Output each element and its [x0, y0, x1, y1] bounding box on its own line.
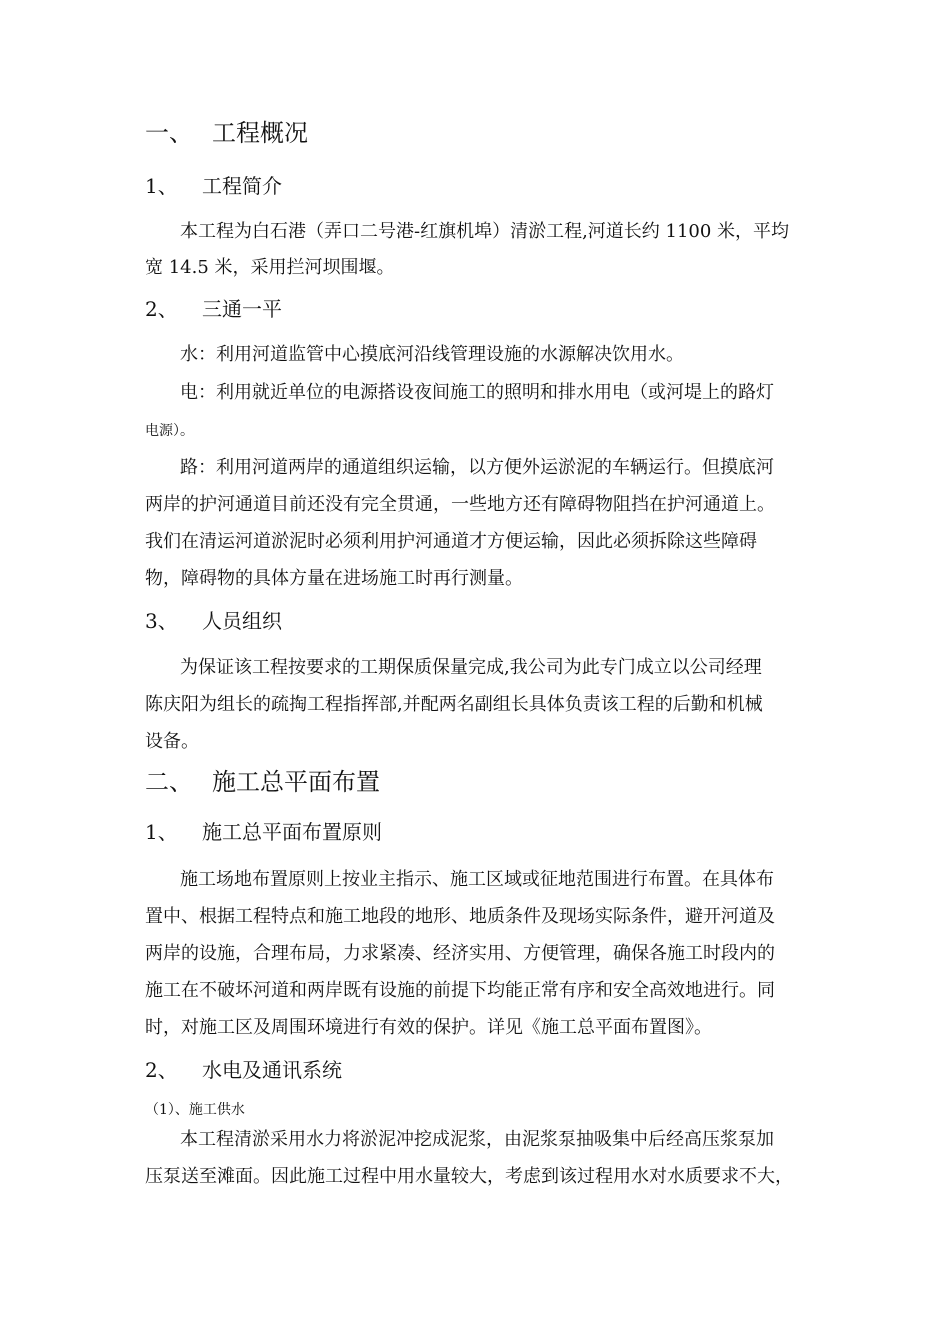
- section-heading-1: [145, 118, 308, 148]
- paragraph-line: 本工程清淤采用水力将淤泥冲挖成泥浆，由泥浆泵抽吸集中后经高压浆泵加: [180, 1129, 774, 1150]
- subsection-number: 1、: [145, 174, 178, 198]
- paragraph-line: 我们在清运河道淤泥时必须利用护河通道才方便运输，因此必须拆除这些障碍: [145, 531, 757, 552]
- section-number: 一、: [145, 119, 193, 147]
- paragraph-line: 施工在不破坏河道和两岸既有设施的前提下均能正常有序和安全高效地进行。同: [145, 980, 775, 1001]
- section-number: 二、: [145, 768, 193, 796]
- subsection-title: 三通一平: [202, 297, 282, 321]
- paragraph-line: 两岸的护河通道目前还没有完全贯通，一些地方还有障碍物阻挡在护河通道上。: [145, 494, 775, 515]
- paragraph-line: 本工程为白石港（弄口二号港-红旗机埠）清淤工程,河道长约 1100 米，平均: [180, 221, 790, 242]
- subsection-heading-2-2: [145, 1056, 342, 1084]
- subsection-number: 1、: [145, 820, 178, 844]
- paragraph-line: 为保证该工程按要求的工期保质保量完成,我公司为此专门成立以公司经理: [180, 657, 762, 678]
- subsection-heading-1-1: [145, 172, 282, 200]
- subsection-heading-1-3: [145, 607, 282, 635]
- subsection-title: 水电及通讯系统: [202, 1058, 342, 1082]
- subsection-title: 施工总平面布置原则: [202, 820, 382, 844]
- subsection-number: 2、: [145, 1058, 178, 1082]
- paragraph-line: 电：利用就近单位的电源搭设夜间施工的照明和排水用电（或河堤上的路灯: [180, 382, 774, 403]
- paragraph-line: 陈庆阳为组长的疏掏工程指挥部,并配两名副组长具体负责该工程的后勤和机械: [145, 694, 763, 715]
- paragraph-line: 物，障碍物的具体方量在进场施工时再行测量。: [145, 568, 523, 589]
- subsection-heading-2-1: [145, 818, 382, 846]
- item-label: （1）、施工供水: [145, 1102, 245, 1118]
- paragraph-line: 置中、根据工程特点和施工地段的地形、地质条件及现场实际条件，避开河道及: [145, 906, 775, 927]
- paragraph-line: 两岸的设施，合理布局，力求紧凑、经济实用、方便管理，确保各施工时段内的: [145, 943, 775, 964]
- section-title: 工程概况: [212, 119, 308, 147]
- section-heading-2: [145, 767, 380, 797]
- paragraph-line: 时，对施工区及周围环境进行有效的保护。详见《施工总平面布置图》。: [145, 1017, 712, 1038]
- subsection-title: 人员组织: [202, 609, 282, 633]
- paragraph-line: 压泵送至滩面。因此施工过程中用水量较大，考虑到该过程用水对水质要求不大，: [145, 1166, 793, 1187]
- paragraph-line: 路：利用河道两岸的通道组织运输，以方便外运淤泥的车辆运行。但摸底河: [180, 457, 774, 478]
- subsection-number: 2、: [145, 297, 178, 321]
- paragraph-line: 宽 14.5 米，采用拦河坝围堰。: [145, 257, 395, 278]
- subsection-heading-1-2: [145, 295, 282, 323]
- subsection-title: 工程简介: [202, 174, 282, 198]
- subsection-number: 3、: [145, 609, 178, 633]
- paragraph-line: 施工场地布置原则上按业主指示、施工区域或征地范围进行布置。在具体布: [180, 869, 774, 890]
- section-title: 施工总平面布置: [212, 768, 380, 796]
- paragraph-line: 电源）。: [145, 423, 194, 439]
- paragraph-line: 水：利用河道监管中心摸底河沿线管理设施的水源解决饮用水。: [180, 344, 684, 365]
- paragraph-line: 设备。: [145, 731, 199, 752]
